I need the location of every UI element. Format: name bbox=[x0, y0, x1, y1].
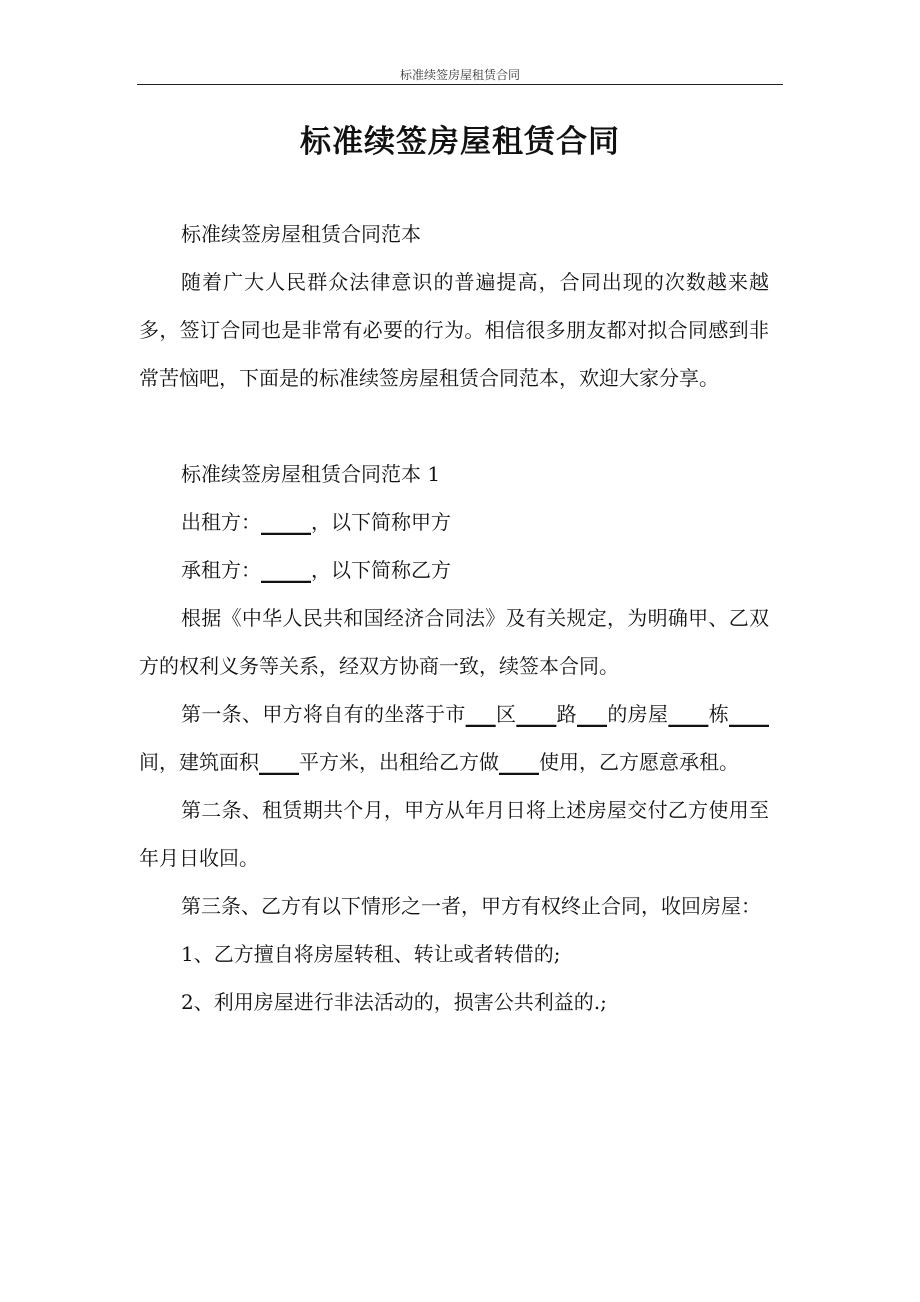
a1-text: 栋 bbox=[708, 702, 730, 726]
running-header: 标准续签房屋租赁合同 bbox=[399, 68, 520, 82]
a1-blank: ____ bbox=[516, 702, 557, 726]
list-item: 2、利用房屋进行非法活动的，损害公共利益的.; bbox=[181, 990, 607, 1014]
a1-text: 使用，乙方愿意承租。 bbox=[539, 750, 739, 774]
lessee-label: 承租方： bbox=[181, 558, 261, 582]
lessee-rest: ，以下简称乙方 bbox=[311, 558, 451, 582]
article-1 bbox=[139, 690, 769, 786]
a1-text: 的房屋 bbox=[607, 702, 669, 726]
intro-paragraph: 随着广大人民群众法律意识的普遍提高，合同出现的次数越来越多，签订合同也是非常有必要的行为。相信很多朋友都对拟合同感到非常苦恼吧，下面是的标准续签房屋租赁合同范本，欢迎大家分享。 bbox=[139, 270, 769, 390]
a1-blank: ____ bbox=[668, 702, 709, 726]
article-2: 第二条、租赁期共个月，甲方从年月日将上述房屋交付乙方使用至年月日收回。 bbox=[139, 798, 769, 870]
a1-blank: ____ bbox=[499, 750, 539, 774]
a1-blank: ____ bbox=[259, 750, 299, 774]
list-item: 1、乙方擅自将房屋转租、转让或者转借的; bbox=[181, 942, 561, 966]
lessor-blank: _____ bbox=[261, 510, 311, 534]
document-title: 标准续签房屋租赁合同 bbox=[300, 124, 620, 160]
a1-text: 路 bbox=[556, 702, 578, 726]
a1-text: 区 bbox=[495, 702, 517, 726]
a1-blank: ___ bbox=[577, 702, 608, 726]
a1-blank: ___ bbox=[465, 702, 496, 726]
section-heading: 标准续签房屋租赁合同范本 1 bbox=[181, 462, 441, 486]
a1-blank: ____ bbox=[729, 702, 770, 726]
a1-text: 间，建筑面积 bbox=[139, 750, 259, 774]
a1-text: 平方米，出租给乙方做 bbox=[299, 750, 499, 774]
header-divider bbox=[137, 84, 783, 85]
a1-text: 第一条、甲方将自有的坐落于市 bbox=[181, 702, 466, 726]
lessor-line bbox=[139, 498, 769, 546]
intro-heading: 标准续签房屋租赁合同范本 bbox=[181, 222, 421, 246]
spacer bbox=[139, 402, 769, 450]
document-body bbox=[139, 210, 769, 1026]
lessee-blank: _____ bbox=[261, 558, 311, 582]
lessee-line bbox=[139, 546, 769, 594]
article-3: 第三条、乙方有以下情形之一者，甲方有权终止合同，收回房屋： bbox=[181, 894, 761, 918]
lessor-rest: ，以下简称甲方 bbox=[311, 510, 451, 534]
lessor-label: 出租方： bbox=[181, 510, 261, 534]
basis-paragraph: 根据《中华人民共和国经济合同法》及有关规定，为明确甲、乙双方的权利义务等关系，经双方协商一致，续签本合同。 bbox=[139, 606, 769, 678]
